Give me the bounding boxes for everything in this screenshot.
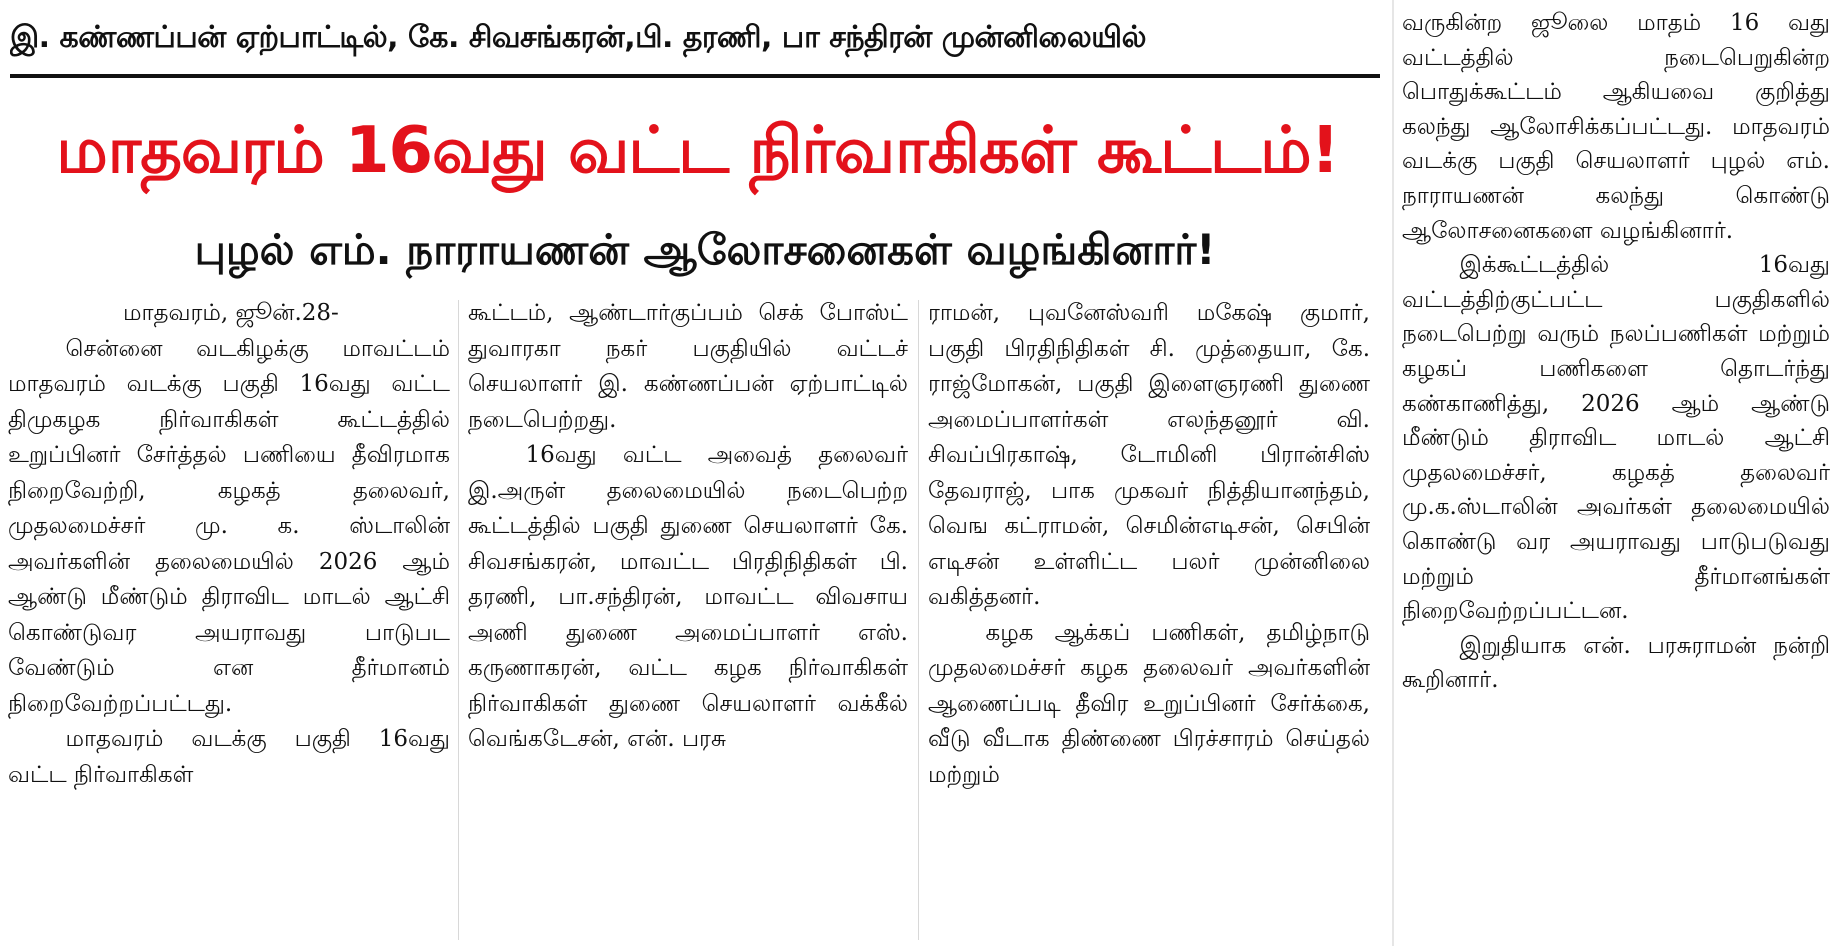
paragraph: மாதவரம் வடக்கு பகுதி 16வது வட்ட நிர்வாகிகள் — [8, 726, 450, 788]
subheadline: புழல் எம். நாராயணன் ஆலோசனைகள் வழங்கினார்! — [194, 225, 1216, 274]
paragraph: இக்கூட்டத்தில் 16வது வட்டத்திற்குட்பட்ட பகுதிகளில் நடைபெற்று வரும் நலப்பணிகள் மற்றும் கழகப் பணிகளை தொடர்ந்து கண்காணித்து, 2026 ஆம் ஆண்டு மீண்டும் திராவிட மாடல் ஆட்சி முதலமைச்சர், கழகத் தலைவர் மு.க.ஸ்டாலின் அவர்கள் தலைமையில் கொண்டு வர அயராவது பாடுபடுவது மற்றும் தீர்மானங்கள் நிறைவேற்றப்பட்டன. — [1402, 252, 1830, 625]
paragraph: சென்னை வடகிழக்கு மாவட்டம் மாதவரம் வடக்கு பகுதி 16வது வட்ட திமுகழக நிர்வாகிகள் கூட்டத்தில் உறுப்பினர் சேர்த்தல் பணியை தீவிரமாக நிறைவேற்றி, கழகத் தலைவர், முதலமைச்சர் மு. க. ஸ்டாலின் அவர்களின் தலைமையில் 2026 ஆம் ஆண்டு மீண்டும் திராவிட மாடல் ஆட்சி கொண்டுவர அயராவது பாடுபட வேண்டும் என தீர்மானம் நிறைவேற்றப்பட்டது. — [8, 335, 450, 717]
column-divider — [918, 300, 919, 940]
headline: மாதவரம் 16வது வட்ட நிர்வாகிகள் கூட்டம்! — [56, 114, 1339, 188]
body-column-2 — [468, 296, 908, 942]
body-column-3 — [928, 296, 1370, 942]
paragraph: கூட்டம், ஆண்டார்குப்பம் செக் போஸ்ட் துவாரகா நகர் பகுதியில் வட்டச் செயலாளர் இ. கண்ணப்பன் ஏற்பாட்டில் நடைபெற்றது. — [468, 300, 908, 433]
column-divider — [458, 300, 459, 940]
paragraph: கழக ஆக்கப் பணிகள், தமிழ்நாடு முதலமைச்சர் கழக தலைவர் அவர்களின் ஆணைப்படி தீவிர உறுப்பினர் சேர்க்கை, வீடு வீடாக திண்ணை பிரச்சாரம் செய்தல் மற்றும் — [928, 619, 1370, 788]
section-divider — [1392, 0, 1394, 946]
body-column-4 — [1402, 6, 1830, 942]
kicker-line: இ. கண்ணப்பன் ஏற்பாட்டில், கே. சிவசங்கரன்,பி. தரணி, பா சந்திரன் முன்னிலையில் — [10, 20, 1147, 55]
paragraph: ராமன், புவனேஸ்வரி மகேஷ் குமார், பகுதி பிரதிநிதிகள் சி. முத்தையா, கே. ராஜ்மோகன், பகுதி இளைஞரணி துணை அமைப்பாளர்கள் எலந்தனூர் வி. சிவப்பிரகாஷ், டோமினி பிரான்சிஸ் தேவராஜ், பாக முகவர் நித்தியானந்தம், வெங கட்ராமன், செமின்எடிசன், செபின் எடிசன் உள்ளிட்ட பலர் முன்னிலை வகித்தனர். — [928, 300, 1370, 610]
kicker-rule — [10, 74, 1380, 78]
dateline: மாதவரம், ஜூன்.28- — [123, 300, 339, 326]
paragraph: வருகின்ற ஜூலை மாதம் 16 வது வட்டத்தில் நடைபெறுகின்ற பொதுக்கூட்டம் ஆகியவை குறித்து கலந்து ஆலோசிக்கப்பட்டது. மாதவரம் வடக்கு பகுதி செயலாளர் புழல் எம். நாராயணன் கலந்து கொண்டு ஆலோசனைகளை வழங்கினார். — [1402, 10, 1830, 244]
closing-line: இறுதியாக என். பரசுராமன் நன்றி கூறினார். — [1402, 632, 1830, 694]
body-column-1 — [8, 296, 450, 942]
paragraph: 16வது வட்ட அவைத் தலைவர் இ.அருள் தலைமையில் நடைபெற்ற கூட்டத்தில் பகுதி துணை செயலாளர் கே. சிவசங்கரன், மாவட்ட பிரதிநிதிகள் பி. தரணி, பா.சந்திரன், மாவட்ட விவசாய அணி துணை அமைப்பாளர் எஸ். கருணாகரன், வட்ட கழக நிர்வாகிகள் நிர்வாகிகள் துணை செயலாளர் வக்கீல் வெங்கடேசன், என். பரசு — [468, 442, 908, 752]
